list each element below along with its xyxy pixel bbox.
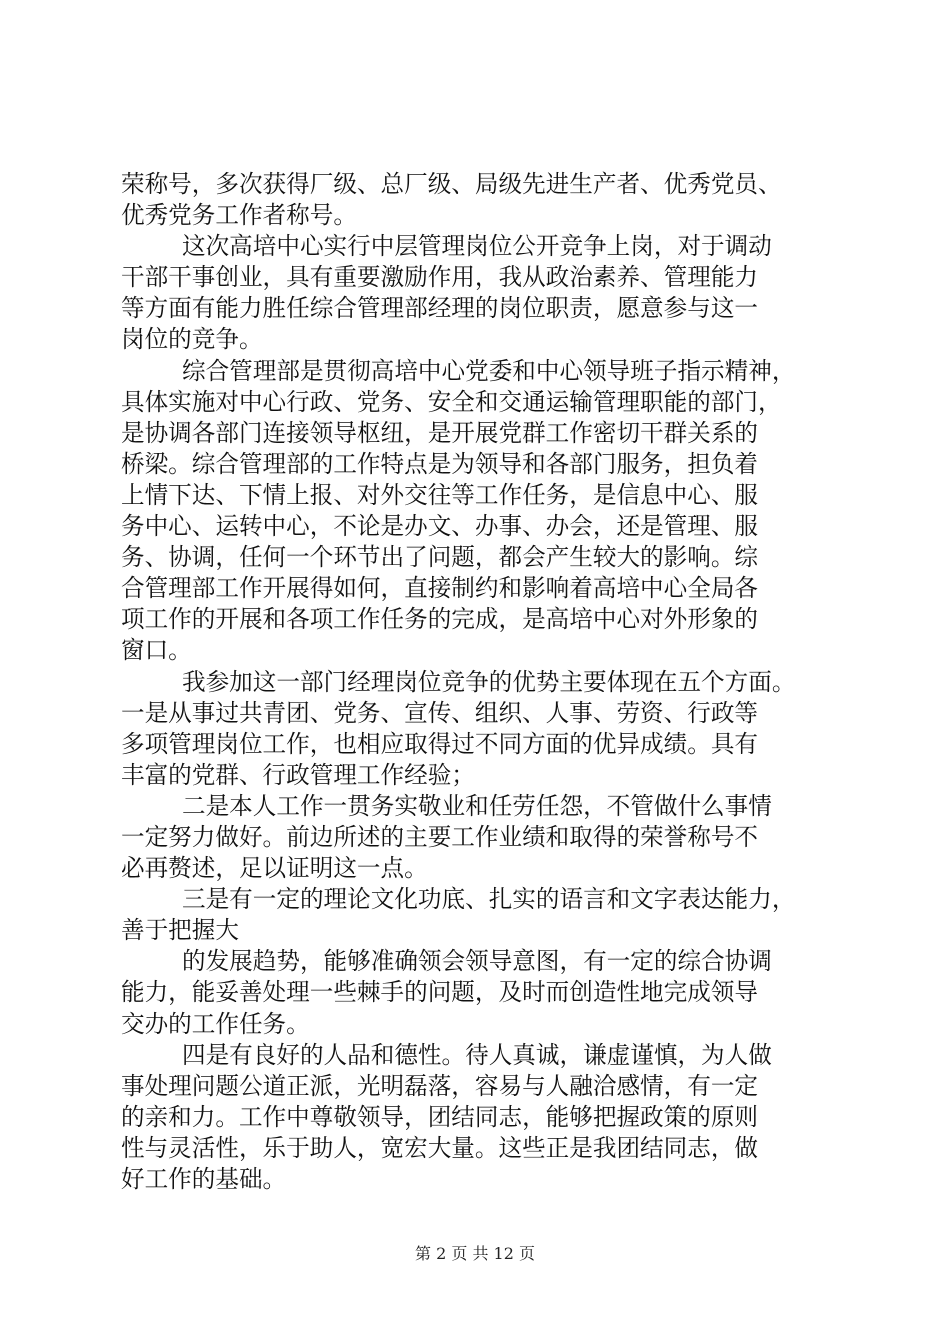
text-line: 事处理问题公道正派，光明磊落，容易与人融洽感情，有一定	[121, 1071, 759, 1100]
text-line: 具体实施对中心行政、党务、安全和交通运输管理职能的部门，	[121, 387, 782, 416]
text-line: 一是从事过共青团、党务、宣传、组织、人事、劳资、行政等	[121, 698, 759, 727]
text-line: 二是本人工作一贯务实敬业和任劳任怨，不管做什么事情	[182, 791, 772, 820]
text-line: 综合管理部是贯彻高培中心党委和中心领导班子指示精神，	[182, 356, 796, 385]
text-line: 多项管理岗位工作，也相应取得过不同方面的优异成绩。具有	[121, 729, 759, 758]
page-footer: 第 2 页 共 12 页	[415, 1244, 535, 1263]
text-line: 岗位的竞争。	[121, 325, 263, 354]
text-line: 我参加这一部门经理岗位竞争的优势主要体现在五个方面。	[182, 667, 796, 696]
text-line: 一定努力做好。前边所述的主要工作业绩和取得的荣誉称号不	[121, 822, 759, 851]
document-body	[121, 169, 836, 1195]
text-line: 能力，能妥善处理一些棘手的问题，及时而创造性地完成领导	[121, 978, 759, 1007]
text-line: 性与灵活性，乐于助人，宽宏大量。这些正是我团结同志，做	[121, 1133, 759, 1162]
text-line: 务中心、运转中心，不论是办文、办事、办会，还是管理、服	[121, 512, 759, 541]
text-line: 干部干事创业，具有重要激励作用，我从政治素养、管理能力	[121, 263, 759, 292]
text-line: 丰富的党群、行政管理工作经验；	[121, 760, 475, 789]
text-line: 上情下达、下情上报、对外交往等工作任务，是信息中心、服	[121, 480, 759, 509]
text-line: 合管理部工作开展得如何，直接制约和影响着高培中心全局各	[121, 574, 759, 603]
text-line: 荣称号，多次获得厂级、总厂级、局级先进生产者、优秀党员、	[121, 170, 782, 198]
text-line: 四是有良好的人品和德性。待人真诚，谦虚谨慎，为人做	[182, 1040, 772, 1069]
text-line: 是协调各部门连接领导枢纽，是开展党群工作密切干群关系的	[121, 418, 759, 447]
text-line: 务、协调，任何一个环节出了问题，都会产生较大的影响。综	[121, 543, 759, 572]
text-line: 交办的工作任务。	[121, 1009, 310, 1038]
text-line: 的发展趋势，能够准确领会领导意图，有一定的综合协调	[182, 947, 772, 976]
text-line: 这次高培中心实行中层管理岗位公开竞争上岗，对于调动	[182, 232, 772, 261]
text-line: 善于把握大	[121, 916, 239, 945]
text-line: 好工作的基础。	[121, 1165, 287, 1193]
text-line: 等方面有能力胜任综合管理部经理的岗位职责，愿意参与这一	[121, 294, 759, 323]
text-line: 三是有一定的理论文化功底、扎实的语言和文字表达能力，	[182, 885, 796, 914]
text-line: 项工作的开展和各项工作任务的完成，是高培中心对外形象的	[121, 605, 759, 634]
text-line: 的亲和力。工作中尊敬领导，团结同志，能够把握政策的原则	[121, 1102, 759, 1131]
text-line: 优秀党务工作者称号。	[121, 201, 357, 230]
text-line: 桥梁。综合管理部的工作特点是为领导和各部门服务，担负着	[121, 449, 759, 478]
text-line: 必再赘述，足以证明这一点。	[121, 854, 428, 883]
text-line: 窗口。	[121, 636, 192, 665]
